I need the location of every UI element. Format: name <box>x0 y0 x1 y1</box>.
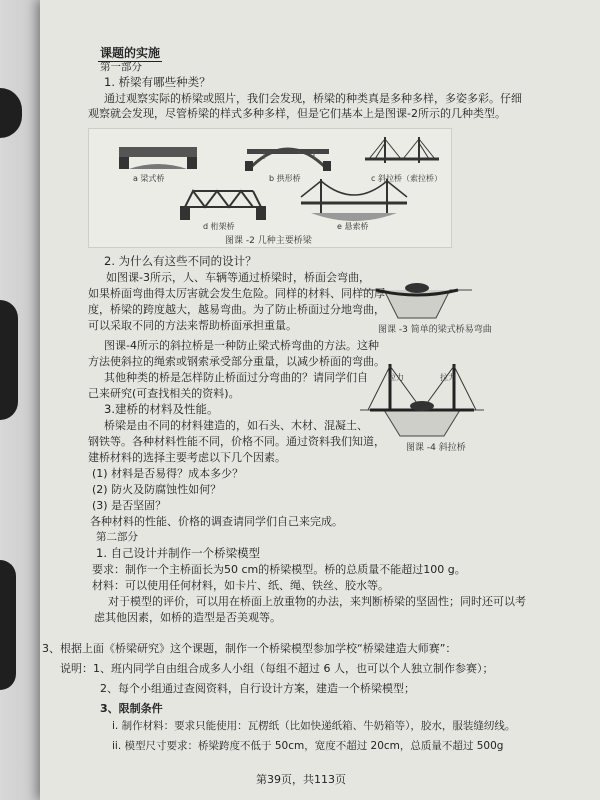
condition-2: ii. 模型尺寸要求：桥梁跨度不低于 50cm，宽度不超过 20cm，总质量不超过 500g <box>112 740 504 752</box>
figure-4-caption: 图课 -4 斜拉桥 <box>406 443 466 453</box>
caption-arch-bridge: b 拱形桥 <box>269 174 301 183</box>
question-1: 1. 桥梁有哪些种类？ <box>104 75 211 89</box>
page-footer: 第39页，共113页 <box>256 773 346 786</box>
q2-line-1: 如图课-3所示，人、车辆等通过桥梁时，桥面会弯曲， <box>106 271 370 284</box>
figure-3-beam-bridge-bending <box>362 270 472 320</box>
caption-cable-stayed-bridge: c 斜拉桥（索拉桥） <box>371 174 442 183</box>
evaluation-line-2: 虑其他因素，如桥的造型是否美观等。 <box>94 611 281 624</box>
figure-2-caption: 图课 -2 几种主要桥梁 <box>225 236 312 246</box>
factor-1: (1) 材料是否易得？成本多少？ <box>92 467 244 480</box>
q2-line-5: 图课-4所示的斜拉桥是一种防止梁式桥弯曲的方法。这种 <box>104 339 379 352</box>
q2-line-4: 可以采取不同的方法来帮助桥面承担重量。 <box>88 319 297 332</box>
question-2: 2. 为什么有这些不同的设计？ <box>104 254 257 268</box>
evaluation-line-1: 对于模型的评价，可以用在桥面上放重物的办法，来判断桥梁的坚固性；同时还可以考 <box>108 595 526 608</box>
bridge-types-illustration <box>89 129 451 247</box>
q3-end: 各种材料的性能、价格的调查请同学们自己来完成。 <box>90 515 343 528</box>
suspension-bridge-icon <box>301 179 407 221</box>
note-2: 2、每个小组通过查阅资料，自行设计方案，建造一个桥梁模型； <box>100 682 415 695</box>
car-icon <box>410 401 434 411</box>
q2-line-8: 己来研究(可查找相关的资料)。 <box>88 387 240 400</box>
caption-suspension-bridge: e 悬索桥 <box>337 222 369 231</box>
q2-line-2: 如果桥面弯曲得太厉害就会发生危险。同样的材料、同样的厚 <box>88 287 385 300</box>
factor-3: (3) 是否坚固？ <box>92 499 167 512</box>
force-label-1: 拉力 <box>388 373 404 382</box>
dark-blob <box>0 88 22 138</box>
dark-blob <box>0 300 18 420</box>
q3-line-2: 钢铁等。各种材料性能不同，价格不同。通过资料我们知道， <box>88 435 385 448</box>
task-1: 1. 自己设计并制作一个桥梁模型 <box>96 546 261 560</box>
q2-line-6: 方法使斜拉的绳索或钢索承受部分重量，以减少桥面的弯曲。 <box>88 355 385 368</box>
dark-blob <box>0 560 16 690</box>
cable-stayed-bridge-icon <box>365 137 439 163</box>
q3-line-3: 建桥材料的选择主要考虑以下几个因素。 <box>88 451 286 464</box>
q2-line-3: 度，桥梁的跨度越大，越易弯曲。为了防止桥面过分地弯曲， <box>88 303 385 316</box>
note-1: 说明：1、班内同学自由组合成多人小组（每组不超过 6 人，也可以个人独立制作参赛）； <box>60 662 494 675</box>
section-title: 课题的实施 <box>100 46 161 60</box>
question-3: 3.建桥的材料及性能。 <box>104 402 219 416</box>
condition-1: i. 制作材料：要求只能使用：瓦楞纸（比如快递纸箱、牛奶箱等），胶水，服装缝纫线。 <box>112 720 516 732</box>
car-icon <box>405 283 429 293</box>
truss-bridge-icon <box>181 191 265 219</box>
q3-line-1: 桥梁是由不同的材料建造的，如石头、木材、混凝土、 <box>104 419 368 432</box>
factor-2: (2) 防火及防腐蚀性如何？ <box>92 483 222 496</box>
beam-bridge-icon <box>119 147 197 169</box>
caption-beam-bridge: a 梁式桥 <box>133 174 165 183</box>
materials: 材料：可以使用任何材料，如卡片、纸、绳、铁丝、胶水等。 <box>92 579 389 592</box>
q2-line-7: 其他种类的桥是怎样防止桥面过分弯曲的？请同学们自 <box>104 371 368 384</box>
arch-bridge-icon <box>245 149 331 171</box>
figure-4-cable-stayed-bridge <box>360 360 484 438</box>
paragraph-1-line-2: 观察就会发现，尽管桥梁的样式多种多样，但是它们基本上是图课-2所示的几种类型。 <box>88 107 506 120</box>
part2-label: 第二部分 <box>96 531 138 543</box>
note-3: 3、限制条件 <box>100 702 163 715</box>
part1-label: 第一部分 <box>100 61 142 73</box>
paragraph-1-line-1: 通过观察实际的桥梁或照片，我们会发现，桥梁的种类真是多种多样，多姿多彩。仔细 <box>104 92 522 105</box>
requirement: 要求：制作一个主桥面长为50 cm的桥梁模型。桥的总质量不能超过100 g。 <box>92 563 466 576</box>
figure-bridge-types <box>88 128 452 248</box>
force-label-2: 拉力 <box>440 373 456 382</box>
item-3-heading: 3、根据上面《桥梁研究》这个课题，制作一个桥梁模型参加学校“桥梁建造大师赛”： <box>42 642 457 655</box>
figure-3-caption: 图课 -3 简单的梁式桥易弯曲 <box>378 325 492 335</box>
caption-truss-bridge: d 桁架桥 <box>203 222 235 231</box>
